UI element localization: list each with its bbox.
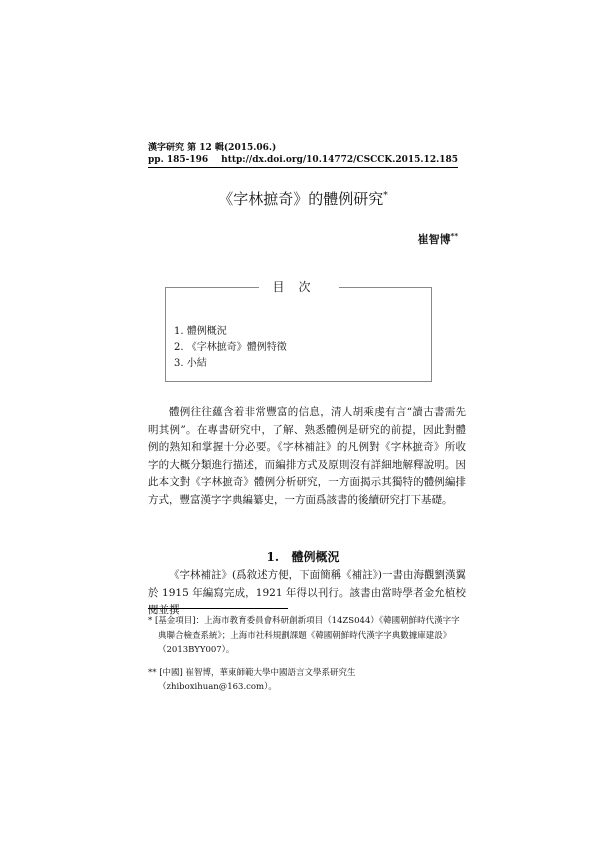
footnote-rule [148,608,288,609]
toc-item[interactable]: 1. 體例概況 [174,326,227,337]
page-range: pp. 185-196 [148,155,209,165]
body-paragraph: 《字林補註》(爲敘述方便，下面簡稱《補註》)一書由海觀劉漢翼於 1915 年編寫完成，1921 年得以刊行。該書由當時學者金允植校閱並撰 [148,569,466,616]
abstract-paragraph: 體例往往蘊含着非常豐富的信息，清人胡乘虔有言“讀古書需先明其例”。在專書研究中，了解、熟悉體例是研究的前提，因此對體例的熟知和掌握十分必要。《字林補註》的凡例對《字林摭奇》所收字的大概分類進行描述，而編排方式及原則沒有詳細地解釋說明。因此本文對《字林摭奇》體例分析研究，一方面揭示其獨特的體例編排方式，豐富漢字字典編纂史，一方面爲該書的後續研究打下基礎。 [148,406,466,506]
running-header [148,140,458,168]
journal-name: 漢字研究 第 12 輯(2015.06.) [148,143,277,153]
author-footnote-mark: ** [450,231,458,241]
toc-title: 目次 [258,278,338,295]
title-footnote-mark: * [383,191,388,201]
doi-link[interactable]: http://dx.doi.org/10.14772/CSCCK.2015.12.185 [221,155,458,165]
section-heading: 1. 體例概況 [266,550,340,564]
toc-item[interactable]: 2. 《字林摭奇》體例特徵 [174,342,287,353]
toc-item[interactable]: 3. 小結 [174,358,207,369]
footnotes [148,614,466,695]
footnote-author: ** [中國] 崔智博，華東師範大學中國語言文學系研究生（zhiboxihuan@163.com）。 [148,667,356,692]
article-title [148,188,458,209]
author-name [418,231,458,247]
table-of-contents [165,280,432,382]
author-text: 崔智博 [417,233,451,246]
title-text: 《字林摭奇》的體例研究 [218,190,384,208]
footnote-funding: * [基金項目]：上海市教育委員會科研創新項目（14ZS044）《韓國朝鮮時代漢字字典聯合檢查系統》；上海市社科規劃課題《韓國朝鮮時代漢字字典數據庫建設》（2013BYY007）。 [148,616,460,655]
header-rule [148,167,458,168]
